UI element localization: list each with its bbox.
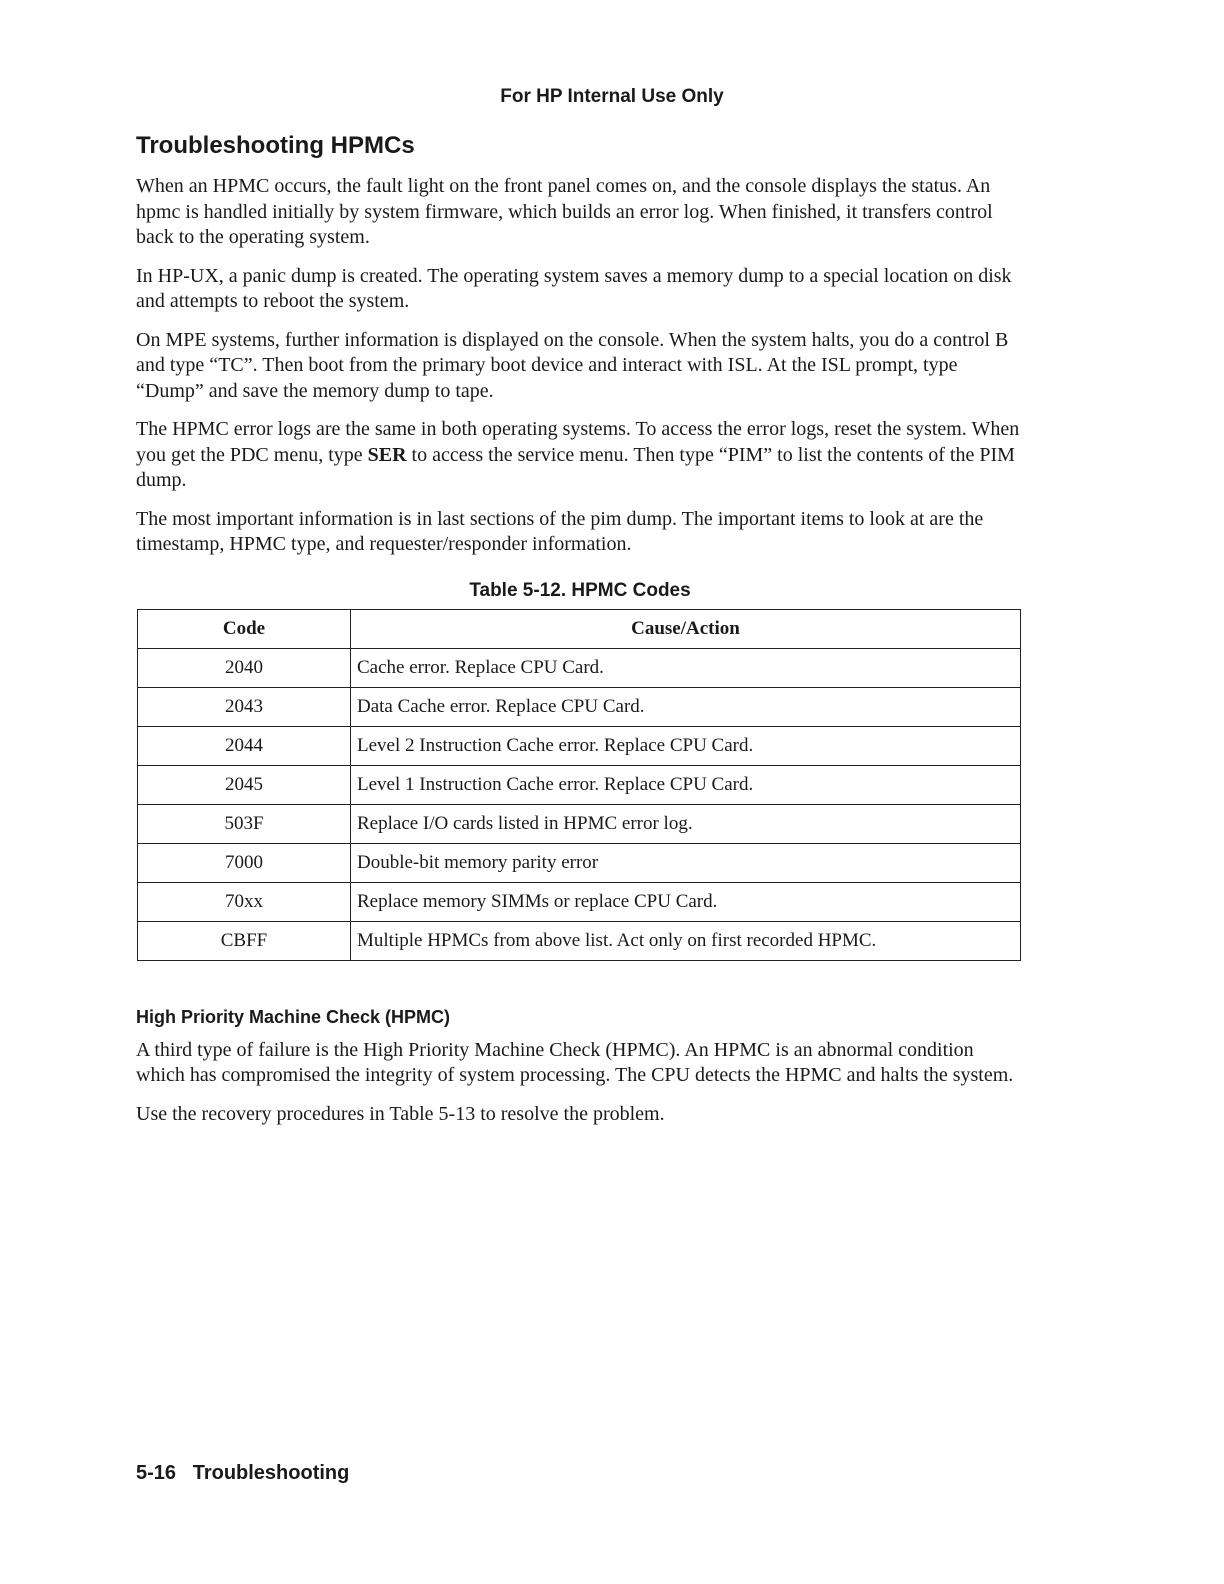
table-row (138, 882, 1021, 921)
cell-action: Replace memory SIMMs or replace CPU Card. (351, 882, 1021, 921)
page-header: For HP Internal Use Only (500, 86, 724, 107)
table-row (138, 648, 1021, 687)
page-content (136, 132, 1024, 1140)
paragraph-hpmc-occurs: When an HPMC occurs, the fault light on the front panel comes on, and the console displays the status. An hpmc is handled initially by system firmware, which builds an error log. When finished, it transfers control back to the operating system. (136, 175, 993, 248)
paragraph-important-info: The most important information is in last sections of the pim dump. The important items to look at are the timestamp, HPMC type, and requester/responder information. (136, 507, 984, 555)
cell-code: 503F (138, 804, 351, 843)
cell-code: 2040 (138, 648, 351, 687)
cell-code: 70xx (138, 882, 351, 921)
cell-code: 2044 (138, 726, 351, 765)
text: to access the service menu. Then type “PIM” to list the contents of the PIM dump. (136, 443, 1015, 491)
paragraph-hpux: In HP-UX, a panic dump is created. The operating system saves a memory dump to a special location on disk and attempts to reboot the system. (136, 264, 1012, 312)
table-row (138, 921, 1021, 960)
section-title: Troubleshooting HPMCs (136, 132, 415, 159)
table-row (138, 726, 1021, 765)
table-row (138, 843, 1021, 882)
paragraph-mpe: On MPE systems, further information is displayed on the console. When the system halts, you do a control B and type “TC”. Then boot from the primary boot device and interact with ISL. At the ISL prompt, type “Dump” and save the memory dump to tape. (136, 328, 1009, 402)
cell-action: Data Cache error. Replace CPU Card. (351, 687, 1021, 726)
cell-code: 2045 (138, 765, 351, 804)
cell-action: Multiple HPMCs from above list. Act only on first recorded HPMC. (351, 921, 1021, 960)
column-header-cause-action: Cause/Action (351, 609, 1021, 648)
hpmc-codes-table (137, 609, 1021, 961)
cell-action: Level 2 Instruction Cache error. Replace CPU Card. (351, 726, 1021, 765)
text: The HPMC error logs are the same in both operating systems. To access the error logs, reset the system. When you get the PDC menu, type (136, 418, 1020, 466)
bold-command: SER (367, 443, 407, 466)
page-footer: 5-16 Troubleshooting (136, 1462, 350, 1484)
cell-code: 7000 (138, 843, 351, 882)
cell-code: CBFF (138, 921, 351, 960)
table-header-row (138, 609, 1021, 648)
paragraph-third-failure: A third type of failure is the High Priority Machine Check (HPMC). An HPMC is an abnormal condition which has compromised the integrity of system processing. The CPU detects the HPMC and halts the system. (136, 1038, 1014, 1086)
cell-action: Double-bit memory parity error (351, 843, 1021, 882)
paragraph-recovery: Use the recovery procedures in Table 5-13 to resolve the problem. (136, 1102, 665, 1125)
paragraph-error-logs (136, 417, 1024, 494)
table-row (138, 687, 1021, 726)
table-row (138, 804, 1021, 843)
cell-action: Level 1 Instruction Cache error. Replace CPU Card. (351, 765, 1021, 804)
cell-action: Replace I/O cards listed in HPMC error log. (351, 804, 1021, 843)
table-title: Table 5-12. HPMC Codes (469, 579, 691, 601)
column-header-code: Code (138, 609, 351, 648)
cell-action: Cache error. Replace CPU Card. (351, 648, 1021, 687)
subsection-title: High Priority Machine Check (HPMC) (136, 1006, 451, 1027)
cell-code: 2043 (138, 687, 351, 726)
table-row (138, 765, 1021, 804)
